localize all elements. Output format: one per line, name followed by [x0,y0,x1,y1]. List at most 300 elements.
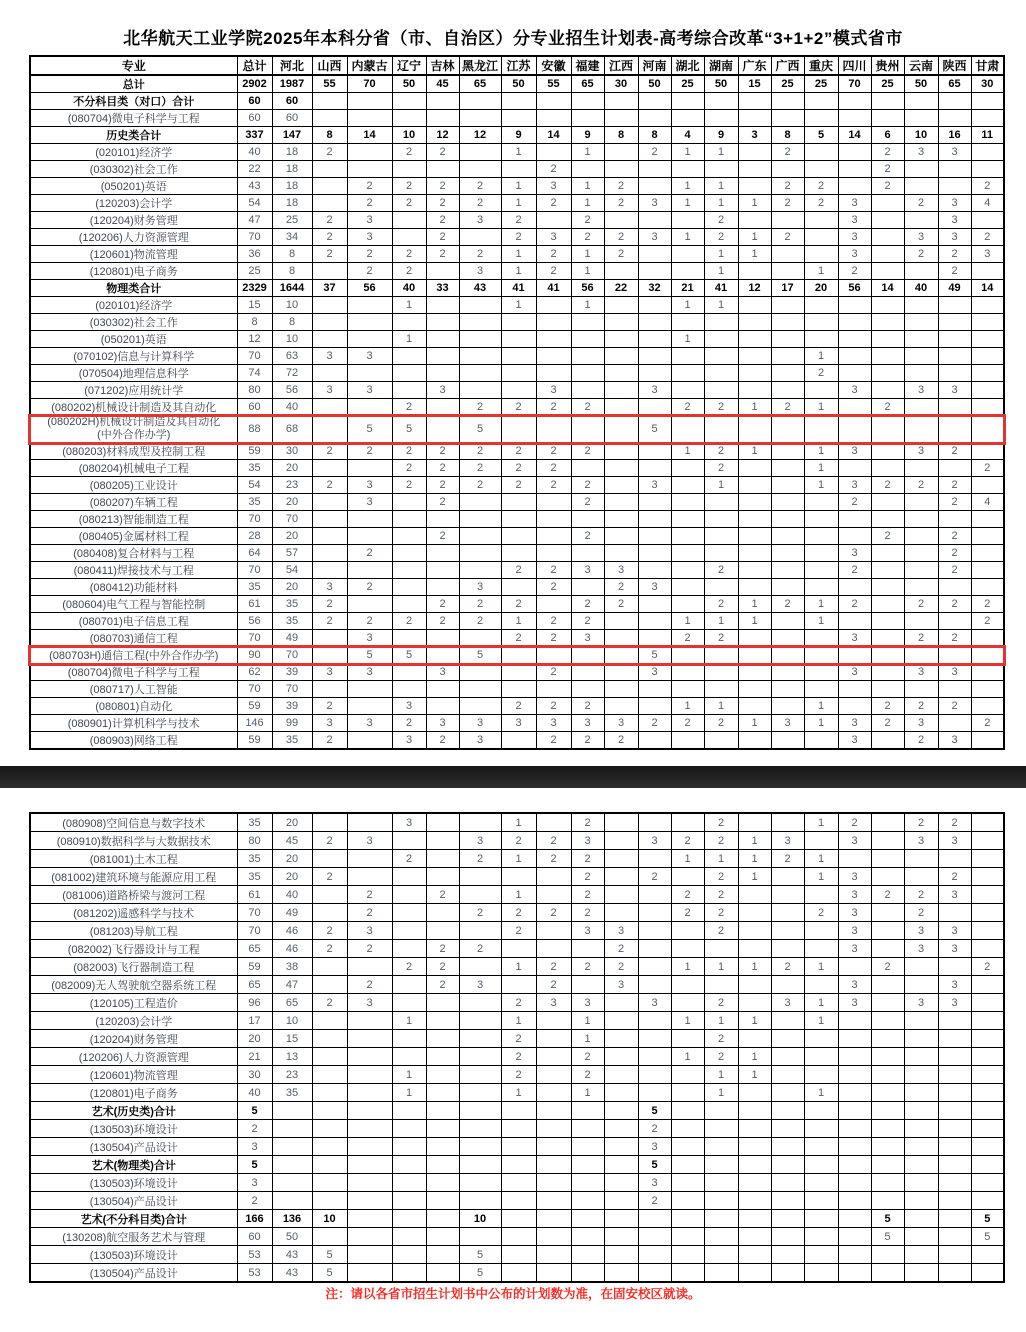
plan-count-cell: 10 [392,127,426,144]
plan-count-cell [501,976,536,994]
plan-count-cell [571,647,604,664]
plan-count-cell: 1 [392,1012,426,1030]
plan-count-cell [738,681,771,698]
major-label: (080704)微电子科学与工程 [30,664,237,681]
plan-count-cell [871,460,904,477]
plan-count-cell: 2 [938,596,971,613]
plan-count-cell: 2 [392,144,426,161]
plan-count-cell: 2 [971,229,1004,246]
plan-count-cell: 3 [838,732,871,750]
plan-count-cell: 1 [738,715,771,732]
table-row [30,1030,1004,1048]
plan-count-cell [312,93,347,110]
plan-count-cell: 1644 [272,280,312,297]
plan-count-cell: 2 [571,732,604,750]
plan-count-cell: 2 [312,212,347,229]
plan-count-cell [904,1264,938,1283]
plan-count-cell [536,1264,571,1283]
plan-count-cell: 1 [738,1012,771,1030]
plan-count-cell [459,494,501,511]
plan-count-cell [638,545,671,562]
plan-count-cell: 70 [237,348,272,365]
plan-count-cell [501,1228,536,1246]
plan-count-cell: 5 [638,416,671,443]
plan-count-cell [871,1084,904,1102]
plan-count-cell [804,940,838,958]
plan-count-cell [604,1246,638,1264]
plan-count-cell [604,314,638,331]
plan-count-cell: 2 [347,178,392,195]
plan-count-cell [671,562,704,579]
plan-count-cell: 21 [237,1048,272,1066]
plan-count-cell: 2 [971,596,1004,613]
plan-count-cell: 3 [938,976,971,994]
plan-count-cell: 8 [272,246,312,263]
column-header: 四川 [838,56,871,75]
plan-count-cell: 2 [536,399,571,416]
plan-count-cell: 70 [347,75,392,93]
plan-count-cell [638,511,671,528]
plan-count-cell: 2 [904,813,938,832]
plan-count-cell [347,331,392,348]
plan-count-cell: 65 [237,940,272,958]
plan-count-cell: 2 [426,613,459,630]
plan-count-cell: 8 [272,314,312,331]
plan-count-cell [771,868,804,886]
plan-count-cell [704,348,738,365]
plan-count-cell [501,868,536,886]
plan-count-cell [904,178,938,195]
plan-count-cell [392,1192,426,1210]
plan-count-cell: 2 [312,246,347,263]
plan-count-cell: 3 [347,477,392,494]
plan-count-cell [571,331,604,348]
plan-count-cell: 3 [347,212,392,229]
plan-count-cell: 3 [771,832,804,850]
plan-count-cell [971,1246,1004,1264]
plan-count-cell: 2 [638,715,671,732]
plan-count-cell [738,212,771,229]
plan-count-cell [426,647,459,664]
plan-count-cell [501,579,536,596]
plan-count-cell [459,348,501,365]
plan-count-cell: 2 [838,263,871,280]
column-header: 贵州 [871,56,904,75]
plan-count-cell [312,460,347,477]
plan-count-cell [312,630,347,647]
plan-count-cell: 2 [971,613,1004,630]
plan-count-cell [838,416,871,443]
plan-count-cell: 2 [804,195,838,212]
plan-count-cell [501,528,536,545]
plan-count-cell: 13 [272,1048,312,1066]
header-row [30,56,1004,75]
plan-count-cell: 1 [804,868,838,886]
plan-count-cell: 2 [426,246,459,263]
plan-count-cell: 70 [237,630,272,647]
plan-count-cell [312,1174,347,1192]
plan-count-cell [738,382,771,399]
plan-count-cell: 1 [392,297,426,314]
plan-count-cell [738,416,771,443]
plan-count-cell [501,1192,536,1210]
plan-count-cell [671,93,704,110]
plan-count-cell: 35 [237,494,272,511]
plan-count-cell: 146 [237,715,272,732]
plan-count-cell: 2 [971,460,1004,477]
plan-count-cell [938,1174,971,1192]
plan-count-cell [426,868,459,886]
plan-count-cell [704,1192,738,1210]
plan-count-cell [347,460,392,477]
plan-count-cell [938,1138,971,1156]
plan-count-cell [347,511,392,528]
plan-count-cell [536,940,571,958]
plan-count-cell: 2 [704,212,738,229]
plan-count-cell: 2 [501,630,536,647]
plan-count-cell: 2 [904,596,938,613]
plan-count-cell: 1 [704,850,738,868]
plan-count-cell: 2 [426,494,459,511]
plan-count-cell [704,732,738,750]
major-label: (080204)机械电子工程 [30,460,237,477]
plan-count-cell: 2 [938,630,971,647]
plan-count-cell [938,460,971,477]
plan-count-cell [638,110,671,127]
plan-count-cell [671,212,704,229]
plan-count-cell: 70 [272,647,312,664]
plan-count-cell [347,1192,392,1210]
plan-count-cell [804,832,838,850]
plan-count-cell: 1 [501,263,536,280]
plan-count-cell [604,664,638,681]
plan-count-cell: 3 [638,382,671,399]
plan-count-cell [771,297,804,314]
plan-count-cell [312,1156,347,1174]
plan-count-cell [738,1138,771,1156]
plan-count-cell [671,1228,704,1246]
plan-count-cell [671,1174,704,1192]
plan-count-cell: 70 [838,75,871,93]
plan-count-cell: 5 [312,1246,347,1264]
plan-count-cell [459,297,501,314]
plan-count-cell: 1 [704,698,738,715]
plan-count-cell [804,110,838,127]
table-row [30,382,1004,399]
plan-count-cell [671,416,704,443]
plan-count-cell: 1 [571,178,604,195]
plan-count-cell [638,613,671,630]
plan-count-cell [312,297,347,314]
plan-count-cell [971,664,1004,681]
plan-count-cell [904,579,938,596]
plan-count-cell: 2 [771,399,804,416]
plan-count-cell [738,1246,771,1264]
plan-count-cell: 1 [571,1030,604,1048]
plan-count-cell: 14 [871,280,904,297]
plan-count-cell [571,1102,604,1120]
plan-count-cell [971,348,1004,365]
plan-count-cell: 35 [237,579,272,596]
plan-count-cell [971,331,1004,348]
plan-count-cell [771,1210,804,1228]
plan-count-cell [704,545,738,562]
plan-count-cell: 50 [392,75,426,93]
plan-count-cell [738,562,771,579]
plan-count-cell: 3 [392,698,426,715]
major-label: (030302)社会工作 [30,314,237,331]
plan-count-cell: 5 [638,1156,671,1174]
plan-count-cell: 2 [536,976,571,994]
plan-count-cell [738,93,771,110]
plan-count-cell: 60 [237,93,272,110]
plan-count-cell [604,994,638,1012]
plan-count-cell [904,93,938,110]
plan-count-cell: 2 [771,958,804,976]
plan-count-cell: 54 [237,195,272,212]
plan-count-cell: 41 [704,280,738,297]
major-label: 艺术(不分科目类)合计 [30,1210,237,1228]
plan-count-cell [426,110,459,127]
plan-count-cell: 2 [392,178,426,195]
plan-count-cell [871,630,904,647]
major-label: (082009)无人驾驶航空器系统工程 [30,976,237,994]
plan-count-cell: 2 [536,161,571,178]
plan-count-cell [426,832,459,850]
plan-count-cell: 40 [237,144,272,161]
plan-count-cell [426,348,459,365]
table-row [30,940,1004,958]
plan-count-cell: 1 [738,1048,771,1066]
plan-count-cell [771,511,804,528]
plan-count-cell: 2 [571,443,604,460]
plan-count-cell [638,1264,671,1283]
plan-count-cell [971,832,1004,850]
subtotal-row [30,1210,1004,1228]
table-row [30,579,1004,596]
table-row [30,331,1004,348]
plan-count-cell [871,832,904,850]
major-label: (080910)数据科学与大数据技术 [30,832,237,850]
plan-count-cell [738,1084,771,1102]
plan-count-cell [738,348,771,365]
plan-count-cell [347,562,392,579]
plan-count-cell: 2 [604,596,638,613]
table-row [30,562,1004,579]
plan-count-cell: 5 [459,1264,501,1283]
table-row [30,545,1004,562]
plan-count-cell [938,1246,971,1264]
plan-count-cell: 2 [426,212,459,229]
plan-count-cell [838,1246,871,1264]
plan-count-cell [501,511,536,528]
plan-count-cell [804,630,838,647]
plan-count-cell [938,613,971,630]
plan-count-cell: 2 [971,958,1004,976]
plan-count-cell [312,314,347,331]
plan-count-cell: 2 [571,850,604,868]
plan-count-cell [738,314,771,331]
plan-count-cell [738,732,771,750]
plan-count-cell [426,1228,459,1246]
major-label: (080901)计算机科学与技术 [30,715,237,732]
plan-count-cell [738,178,771,195]
plan-count-cell: 3 [392,813,426,832]
plan-count-cell [638,904,671,922]
plan-count-cell [938,958,971,976]
table-row [30,144,1004,161]
plan-count-cell: 3 [971,246,1004,263]
plan-count-cell [392,365,426,382]
plan-count-cell [971,416,1004,443]
plan-count-cell [604,681,638,698]
plan-count-cell [392,630,426,647]
major-label: (120206)人力资源管理 [30,1048,237,1066]
plan-count-cell [604,144,638,161]
plan-count-cell [971,681,1004,698]
plan-count-cell [392,1174,426,1192]
plan-count-cell: 2 [938,813,971,832]
plan-count-cell: 3 [938,664,971,681]
plan-count-cell: 3 [838,715,871,732]
plan-count-cell [804,1228,838,1246]
plan-count-cell [771,1228,804,1246]
plan-count-cell [459,813,501,832]
plan-count-cell: 3 [638,1174,671,1192]
major-label: (080203)材料成型及控制工程 [30,443,237,460]
plan-count-cell [426,297,459,314]
plan-count-cell [904,1030,938,1048]
plan-count-cell [938,331,971,348]
plan-count-cell [459,886,501,904]
plan-count-cell: 3 [904,664,938,681]
plan-count-cell [971,110,1004,127]
plan-count-cell [501,382,536,399]
plan-count-cell: 1 [804,348,838,365]
plan-count-cell: 2329 [237,280,272,297]
plan-count-cell: 3 [237,1138,272,1156]
plan-count-cell [426,93,459,110]
major-label: (080411)焊接技术与工程 [30,562,237,579]
plan-count-cell [312,399,347,416]
plan-count-cell [704,511,738,528]
plan-count-cell [312,528,347,545]
plan-count-cell [871,229,904,246]
plan-count-cell: 65 [272,994,312,1012]
column-header: 广东 [738,56,771,75]
plan-count-cell [312,1102,347,1120]
plan-count-cell [704,976,738,994]
plan-count-cell [392,976,426,994]
table-row [30,229,1004,246]
plan-count-cell: 2 [938,246,971,263]
plan-count-cell [312,545,347,562]
plan-count-cell: 3 [771,994,804,1012]
plan-count-cell [671,263,704,280]
plan-count-cell [604,443,638,460]
plan-count-cell: 3 [904,922,938,940]
plan-count-cell: 2 [871,528,904,545]
plan-count-cell: 2 [904,195,938,212]
plan-count-cell [671,1210,704,1228]
plan-count-cell [838,1156,871,1174]
plan-count-cell: 3 [347,832,392,850]
plan-count-cell [804,494,838,511]
plan-count-cell: 3 [347,494,392,511]
plan-count-cell: 61 [237,596,272,613]
plan-count-cell: 2 [459,904,501,922]
plan-count-cell: 70 [272,681,312,698]
plan-count-cell [671,494,704,511]
plan-count-cell: 2 [571,868,604,886]
plan-count-cell [426,365,459,382]
plan-count-cell: 3 [426,664,459,681]
plan-count-cell: 40 [392,280,426,297]
plan-count-cell: 2 [536,850,571,868]
plan-count-cell [971,1120,1004,1138]
plan-count-cell: 2 [938,263,971,280]
plan-count-cell: 2 [501,832,536,850]
table-row [30,630,1004,647]
plan-count-cell [426,922,459,940]
major-label: (080202)机械设计制造及其自动化 [30,399,237,416]
plan-count-cell [771,477,804,494]
plan-count-cell: 47 [237,212,272,229]
plan-count-cell: 1 [738,229,771,246]
plan-count-cell [838,460,871,477]
plan-count-cell [838,579,871,596]
plan-count-cell [501,416,536,443]
plan-count-cell [347,698,392,715]
plan-count-cell [771,545,804,562]
plan-count-cell: 1 [571,263,604,280]
plan-count-cell [392,579,426,596]
plan-count-cell [312,562,347,579]
plan-count-cell: 2 [426,886,459,904]
plan-count-cell [838,1192,871,1210]
plan-count-cell [426,813,459,832]
plan-count-cell: 3 [604,922,638,940]
plan-count-cell [904,1156,938,1174]
plan-count-cell [738,976,771,994]
plan-count-cell: 18 [272,144,312,161]
plan-count-cell [392,528,426,545]
major-label: (020101)经济学 [30,297,237,314]
plan-count-cell [971,940,1004,958]
plan-count-cell [312,365,347,382]
plan-count-cell: 39 [272,664,312,681]
plan-count-cell [604,511,638,528]
plan-count-cell [771,664,804,681]
plan-count-cell [971,365,1004,382]
plan-count-cell [501,1120,536,1138]
plan-count-cell: 1 [671,613,704,630]
plan-count-cell: 38 [272,958,312,976]
plan-count-cell [971,630,1004,647]
plan-count-cell: 1 [671,195,704,212]
plan-count-cell [347,1102,392,1120]
plan-count-cell: 3 [904,144,938,161]
plan-count-cell: 3 [938,195,971,212]
plan-count-cell [871,904,904,922]
plan-count-cell [871,664,904,681]
plan-count-cell [771,1066,804,1084]
plan-count-cell: 36 [237,246,272,263]
plan-count-cell [904,1102,938,1120]
plan-count-cell: 2 [871,178,904,195]
plan-count-cell [838,681,871,698]
plan-count-cell: 3 [536,178,571,195]
